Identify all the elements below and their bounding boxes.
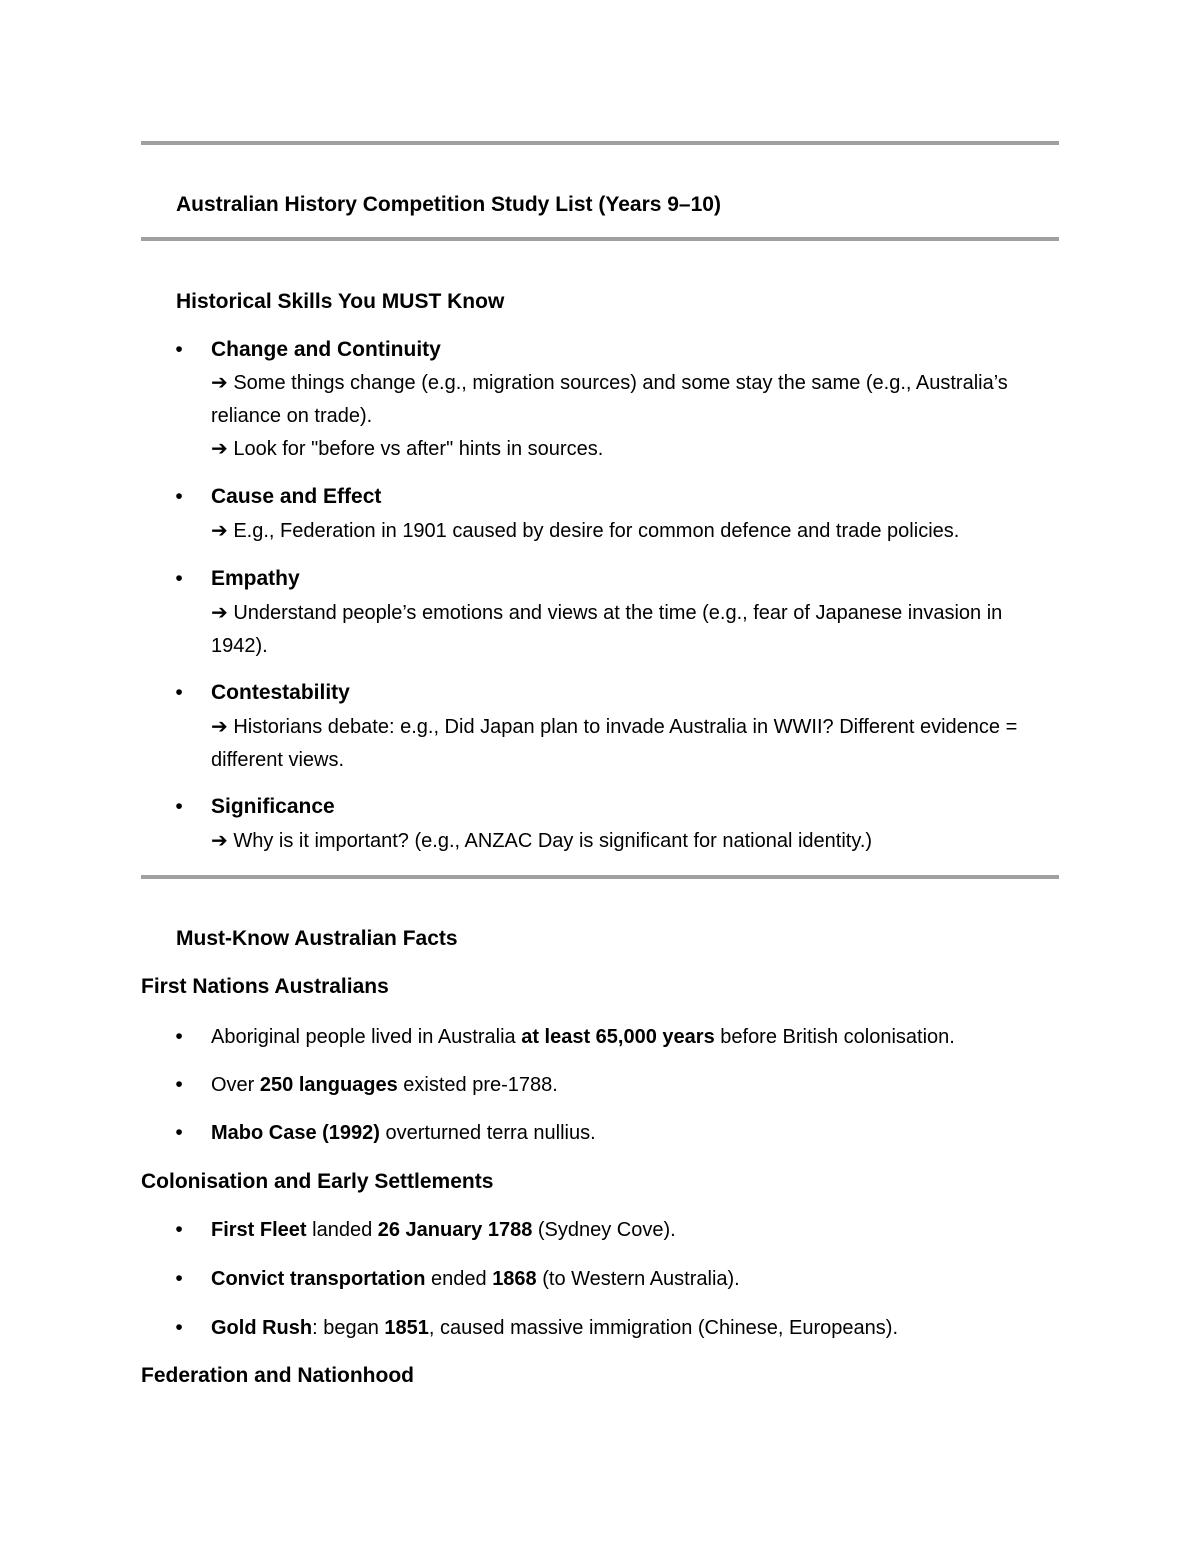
skill-description xyxy=(211,825,1061,858)
document-title: Australian History Competition Study List (Years 9–10) xyxy=(176,193,721,216)
skill-description xyxy=(211,367,1061,466)
skill-description-line xyxy=(211,711,1061,777)
skill-description-text: Why is it important? (e.g., ANZAC Day is significant for national identity.) xyxy=(233,830,873,852)
fact-item xyxy=(211,1266,740,1292)
fact-text: Aboriginal people lived in Australia xyxy=(211,1026,522,1048)
bullet-icon: • xyxy=(175,1025,183,1048)
fact-text: (to Western Australia). xyxy=(536,1268,740,1290)
bullet-icon: • xyxy=(175,1121,183,1144)
skill-title: Contestability xyxy=(211,681,350,704)
arrow-icon: ➔ xyxy=(211,372,228,394)
horizontal-rule-top xyxy=(141,141,1059,145)
fact-text: existed pre-1788. xyxy=(397,1074,558,1096)
bullet-icon: • xyxy=(175,795,183,818)
fact-item xyxy=(211,1217,676,1243)
fact-emphasis: Convict transportation xyxy=(211,1268,426,1290)
fact-emphasis: at least 65,000 years xyxy=(521,1026,715,1048)
bullet-icon: • xyxy=(175,1073,183,1096)
section-heading-colonisation: Colonisation and Early Settlements xyxy=(141,1170,494,1193)
arrow-icon: ➔ xyxy=(211,602,228,624)
fact-item xyxy=(211,1120,596,1146)
arrow-icon: ➔ xyxy=(211,716,228,738)
bullet-icon: • xyxy=(175,338,183,361)
fact-text: ended xyxy=(425,1268,493,1290)
fact-emphasis: 1851 xyxy=(384,1317,429,1339)
skill-description-line xyxy=(211,367,1061,433)
skill-description-text: Look for "before vs after" hints in sources. xyxy=(233,438,604,460)
arrow-icon: ➔ xyxy=(211,438,228,460)
fact-item xyxy=(211,1315,898,1341)
fact-emphasis: First Fleet xyxy=(211,1219,307,1241)
fact-text: Over xyxy=(211,1074,260,1096)
skill-description xyxy=(211,597,1061,663)
bullet-icon: • xyxy=(175,1267,183,1290)
skill-description-line xyxy=(211,597,1061,663)
fact-emphasis: Gold Rush xyxy=(211,1317,313,1339)
arrow-icon: ➔ xyxy=(211,830,228,852)
bullet-icon: • xyxy=(175,485,183,508)
facts-heading: Must-Know Australian Facts xyxy=(176,927,458,950)
bullet-icon: • xyxy=(175,1316,183,1339)
section-heading-federation: Federation and Nationhood xyxy=(141,1364,414,1387)
skill-description-text: Some things change (e.g., migration sources) and some stay the same (e.g., Australia’s reliance on trade). xyxy=(211,372,1008,427)
fact-text: : began xyxy=(312,1317,385,1339)
skill-description xyxy=(211,711,1061,777)
skills-heading: Historical Skills You MUST Know xyxy=(176,290,505,313)
fact-emphasis: 250 languages xyxy=(259,1074,398,1096)
skill-description-text: Understand people’s emotions and views at the time (e.g., fear of Japanese invasion in 1942). xyxy=(211,602,1003,657)
skill-description-line xyxy=(211,515,1061,548)
skill-title: Empathy xyxy=(211,567,300,590)
fact-text: , caused massive immigration (Chinese, Europeans). xyxy=(428,1317,898,1339)
fact-text: overturned terra nullius. xyxy=(379,1122,596,1144)
skill-description xyxy=(211,515,1061,548)
horizontal-rule-after-skills xyxy=(141,875,1059,879)
arrow-icon: ➔ xyxy=(211,520,228,542)
section-heading-first-nations: First Nations Australians xyxy=(141,975,389,998)
fact-text: before British colonisation. xyxy=(714,1026,955,1048)
bullet-icon: • xyxy=(175,1218,183,1241)
skill-description-line xyxy=(211,433,1061,466)
fact-item xyxy=(211,1024,955,1050)
skill-title: Cause and Effect xyxy=(211,485,382,508)
skill-description-text: Historians debate: e.g., Did Japan plan to invade Australia in WWII? Different evidence = different views. xyxy=(211,716,1018,771)
fact-item xyxy=(211,1072,558,1098)
fact-emphasis: 26 January 1788 xyxy=(377,1219,533,1241)
skill-title: Significance xyxy=(211,795,335,818)
bullet-icon: • xyxy=(175,681,183,704)
fact-text: landed xyxy=(306,1219,378,1241)
horizontal-rule-after-title xyxy=(141,237,1059,241)
skill-description-text: E.g., Federation in 1901 caused by desire for common defence and trade policies. xyxy=(233,520,960,542)
fact-emphasis: 1868 xyxy=(492,1268,537,1290)
bullet-icon: • xyxy=(175,567,183,590)
fact-text: (Sydney Cove). xyxy=(532,1219,676,1241)
skill-title: Change and Continuity xyxy=(211,338,441,361)
fact-emphasis: Mabo Case (1992) xyxy=(211,1122,380,1144)
skill-description-line xyxy=(211,825,1061,858)
